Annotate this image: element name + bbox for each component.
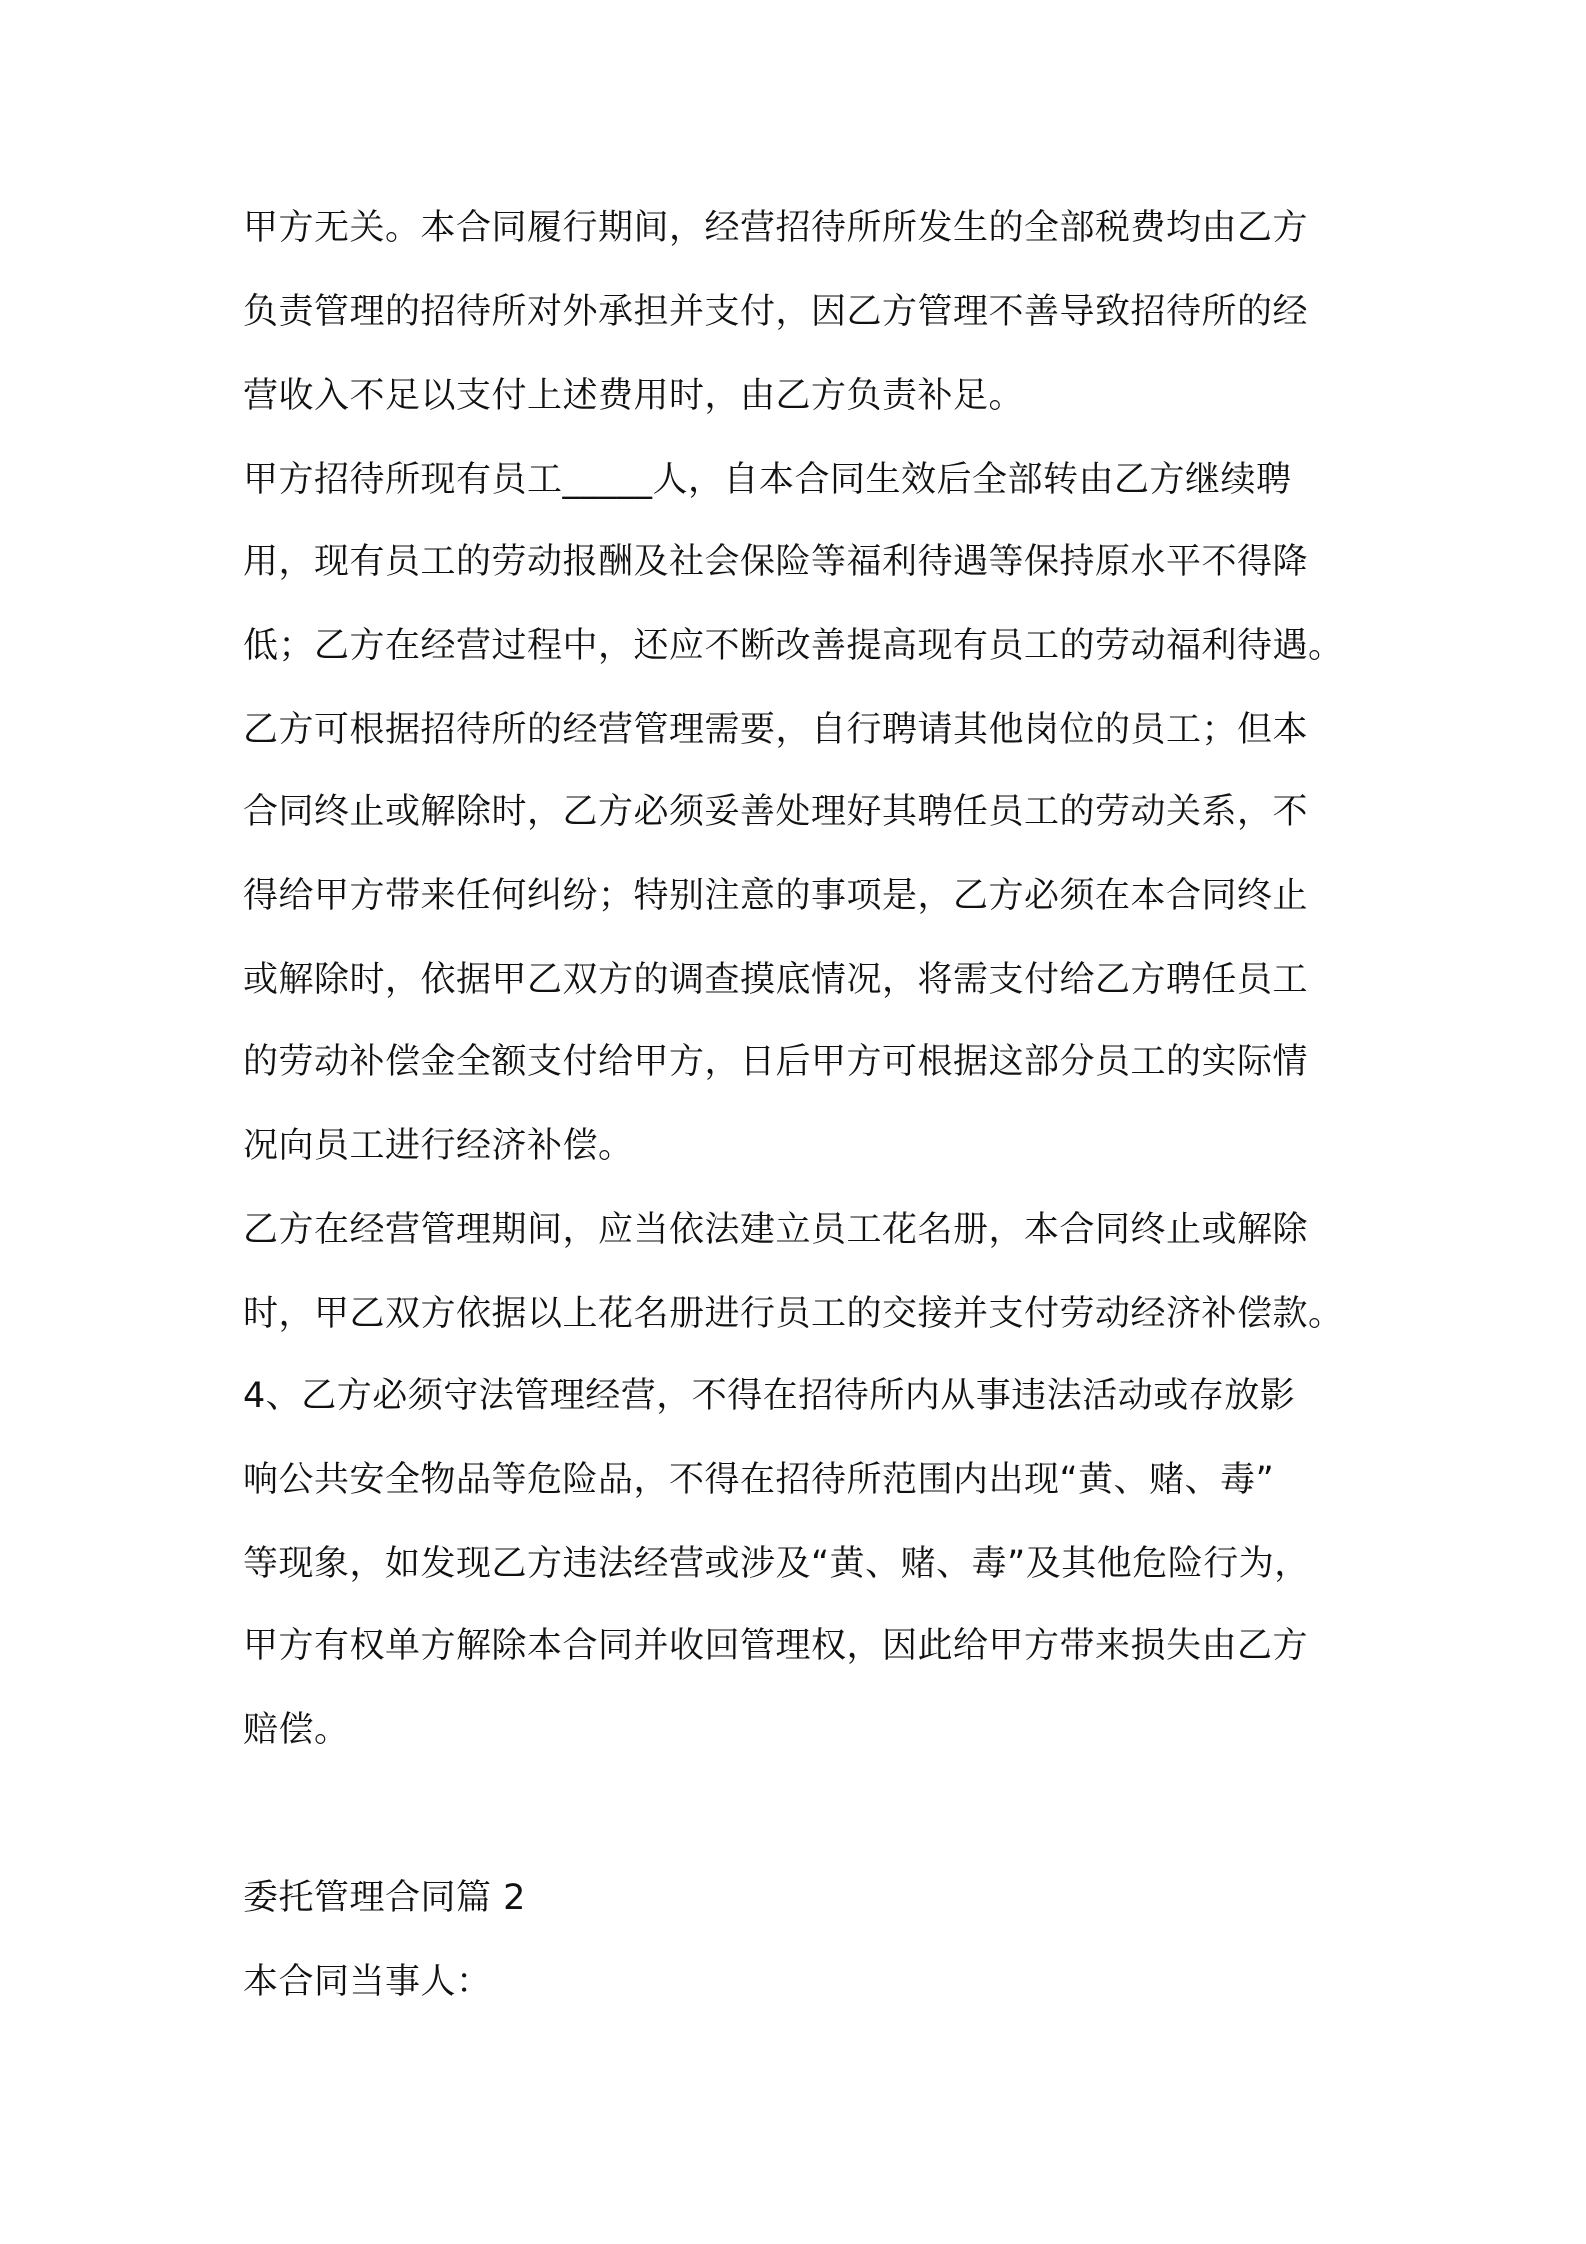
text-line: 甲方有权单方解除本合同并收回管理权，因此给甲方带来损失由乙方 <box>243 1626 1309 1666</box>
text-line: 甲方无关。本合同履行期间，经营招待所所发生的全部税费均由乙方 <box>243 208 1309 248</box>
text-line: 或解除时，依据甲乙双方的调查摸底情况，将需支付给乙方聘任员工 <box>243 960 1309 1000</box>
text-line: 乙方在经营管理期间，应当依法建立员工花名册，本合同终止或解除 <box>243 1210 1309 1250</box>
text-line: 负责管理的招待所对外承担并支付，因乙方管理不善导致招待所的经 <box>243 292 1309 332</box>
text-line: 合同终止或解除时，乙方必须妥善处理好其聘任员工的劳动关系，不 <box>243 792 1309 832</box>
section-title: 委托管理合同篇 2 <box>243 1878 526 1918</box>
text-line: 响公共安全物品等危险品，不得在招待所范围内出现“黄、赌、毒” <box>243 1460 1275 1500</box>
text-line: 况向员工进行经济补偿。 <box>243 1126 634 1166</box>
parties-label: 本合同当事人： <box>243 1962 492 2002</box>
text-line: 4、乙方必须守法管理经营，不得在招待所内从事违法活动或存放影 <box>243 1376 1296 1416</box>
text-line: 营收入不足以支付上述费用时，由乙方负责补足。 <box>243 376 1025 416</box>
text-line: 的劳动补偿金全额支付给甲方，日后甲方可根据这部分员工的实际情 <box>243 1042 1309 1082</box>
text-line: 甲方招待所现有员工_____人，自本合同生效后全部转由乙方继续聘 <box>243 460 1292 500</box>
text-line: 时，甲乙双方依据以上花名册进行员工的交接并支付劳动经济补偿款。 <box>243 1294 1344 1334</box>
text-line: 等现象，如发现乙方违法经营或涉及“黄、赌、毒”及其他危险行为， <box>243 1544 1310 1584</box>
text-line: 得给甲方带来任何纠纷；特别注意的事项是，乙方必须在本合同终止 <box>243 876 1309 916</box>
text-line: 低；乙方在经营过程中，还应不断改善提高现有员工的劳动福利待遇。 <box>243 626 1344 666</box>
text-line: 用，现有员工的劳动报酬及社会保险等福利待遇等保持原水平不得降 <box>243 542 1309 582</box>
text-line: 乙方可根据招待所的经营管理需要，自行聘请其他岗位的员工；但本 <box>243 710 1309 750</box>
text-line: 赔偿。 <box>243 1710 350 1750</box>
